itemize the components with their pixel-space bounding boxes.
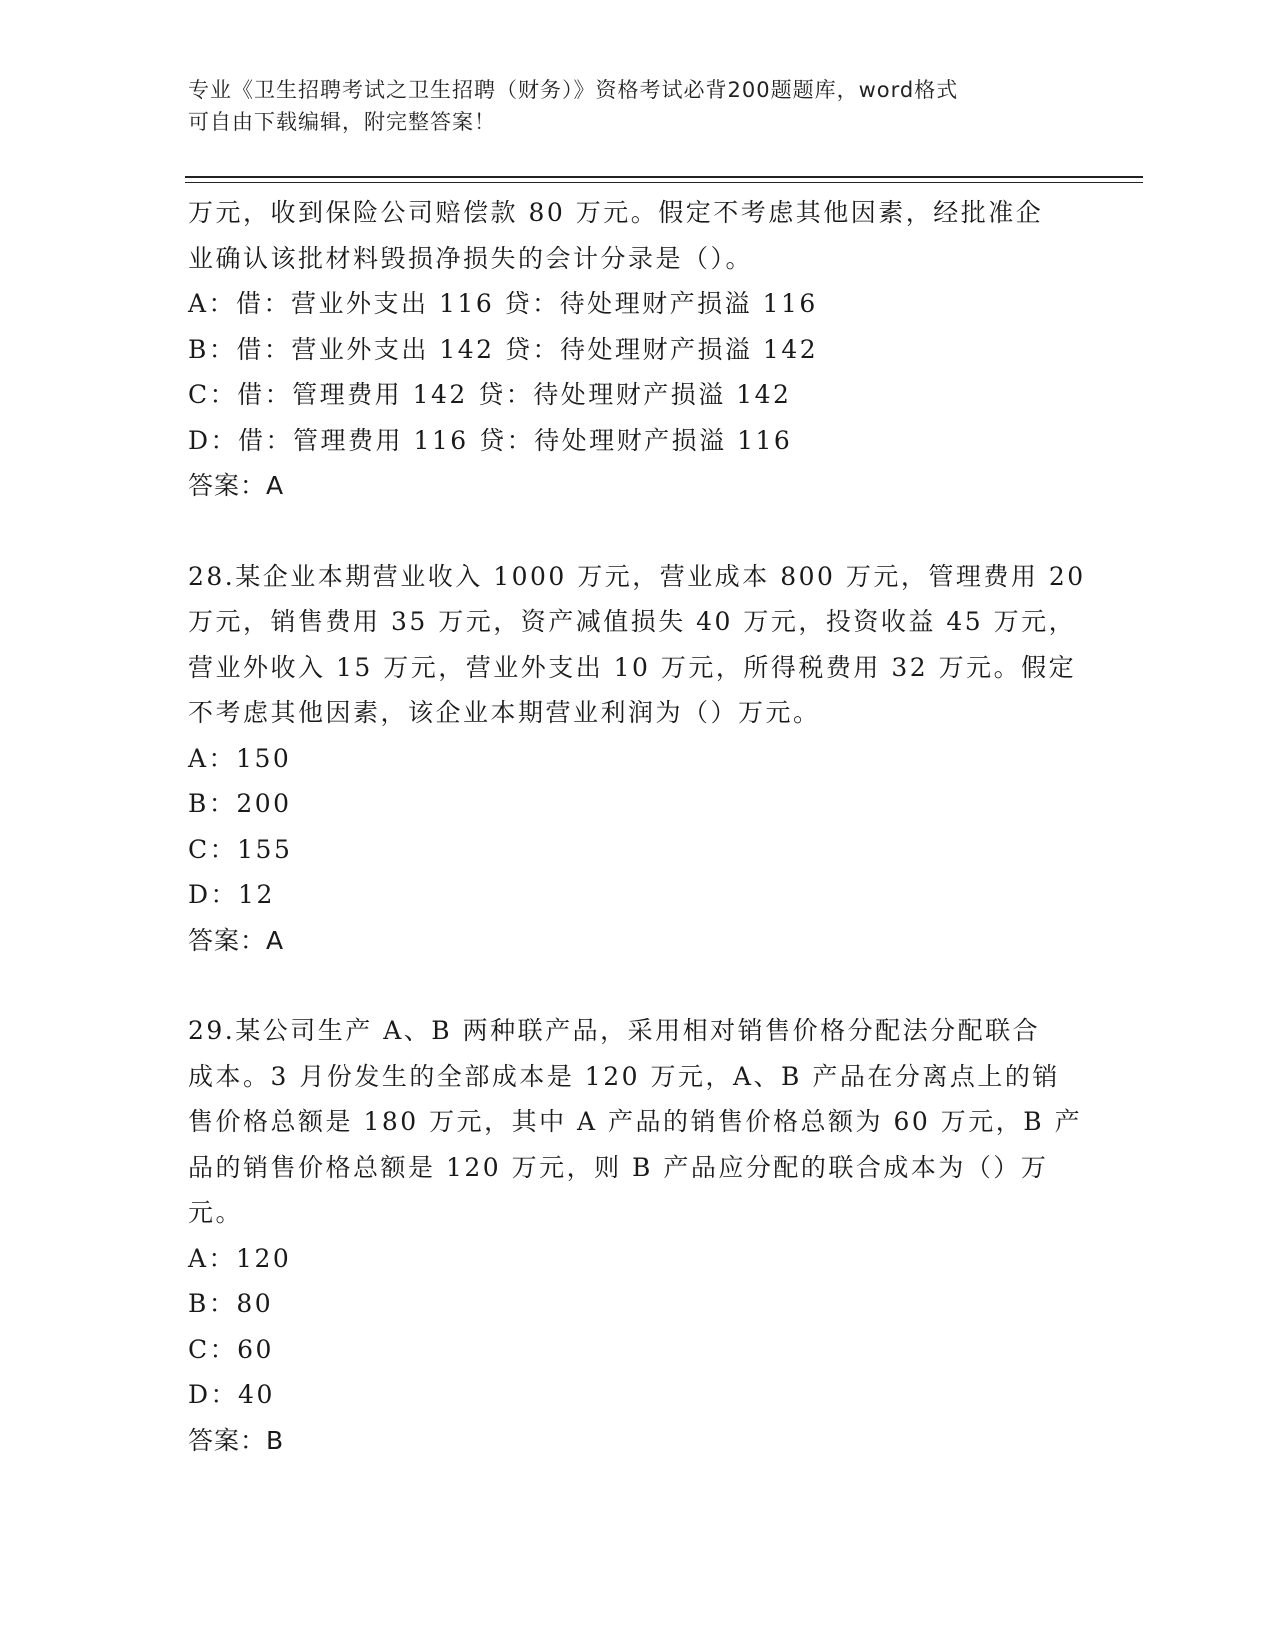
- option-a: A：借：营业外支出 116 贷：待处理财产损溢 116: [188, 289, 818, 318]
- header-divider-thin: [185, 182, 1143, 183]
- question-27: [188, 190, 1078, 509]
- question-stem-line: 万元，销售费用 35 万元，资产减值损失 40 万元，投资收益 45 万元，: [188, 607, 1077, 636]
- question-29: [188, 1008, 1083, 1463]
- option-b: B：80: [188, 1289, 274, 1318]
- option-c: C：155: [188, 834, 293, 864]
- header-divider-thick: [185, 176, 1143, 178]
- answer-line: 答案：A: [188, 925, 285, 955]
- option-d: D：12: [188, 880, 275, 909]
- question-stem-line: 售价格总额是 180 万元，其中 A 产品的销售价格总额为 60 万元，B 产: [188, 1107, 1083, 1136]
- question-stem-line: 万元，收到保险公司赔偿款 80 万元。假定不考虑其他因素，经批准企: [188, 198, 1044, 227]
- option-b: B：借：营业外支出 142 贷：待处理财产损溢 142: [188, 334, 819, 364]
- answer-line: 答案：B: [188, 1425, 285, 1455]
- option-d: D：40: [188, 1380, 275, 1409]
- question-stem-line: 业确认该批材料毁损净损失的会计分录是（）。: [188, 243, 754, 273]
- option-a: A：120: [188, 1243, 292, 1273]
- document-header: [188, 74, 1068, 138]
- question-stem-line: 28.某企业本期营业收入 1000 万元，营业成本 800 万元，管理费用 20: [188, 561, 1086, 591]
- answer-line: 答案：A: [188, 471, 285, 500]
- option-a: A：150: [188, 743, 292, 773]
- option-c: C：借：管理费用 142 贷：待处理财产损溢 142: [188, 380, 792, 409]
- question-stem-line: 成本。3 月份发生的全部成本是 120 万元，A、B 产品在分离点上的销: [188, 1061, 1060, 1091]
- option-b: B：200: [188, 789, 292, 818]
- question-stem-line: 营业外收入 15 万元，营业外支出 10 万元，所得税费用 32 万元。假定: [188, 652, 1077, 682]
- question-stem-line: 品的销售价格总额是 120 万元，则 B 产品应分配的联合成本为（）万: [188, 1152, 1049, 1182]
- question-spacer: [188, 509, 1078, 554]
- question-spacer: [188, 963, 1078, 1008]
- question-stem-line: 元。: [188, 1198, 244, 1227]
- question-content: [188, 190, 1086, 1463]
- header-line-2: 可自由下载编辑，附完整答案！: [188, 110, 496, 134]
- question-stem-line: 不考虑其他因素，该企业本期营业利润为（）万元。: [188, 698, 821, 727]
- question-28: [188, 554, 1086, 964]
- option-d: D：借：管理费用 116 贷：待处理财产损溢 116: [188, 425, 793, 455]
- question-stem-line: 29.某公司生产 A、B 两种联产品，采用相对销售价格分配法分配联合: [188, 1016, 1041, 1045]
- header-line-1: 专业《卫生招聘考试之卫生招聘（财务）》资格考试必背200题题库，word格式: [188, 78, 959, 102]
- option-c: C：60: [188, 1334, 274, 1364]
